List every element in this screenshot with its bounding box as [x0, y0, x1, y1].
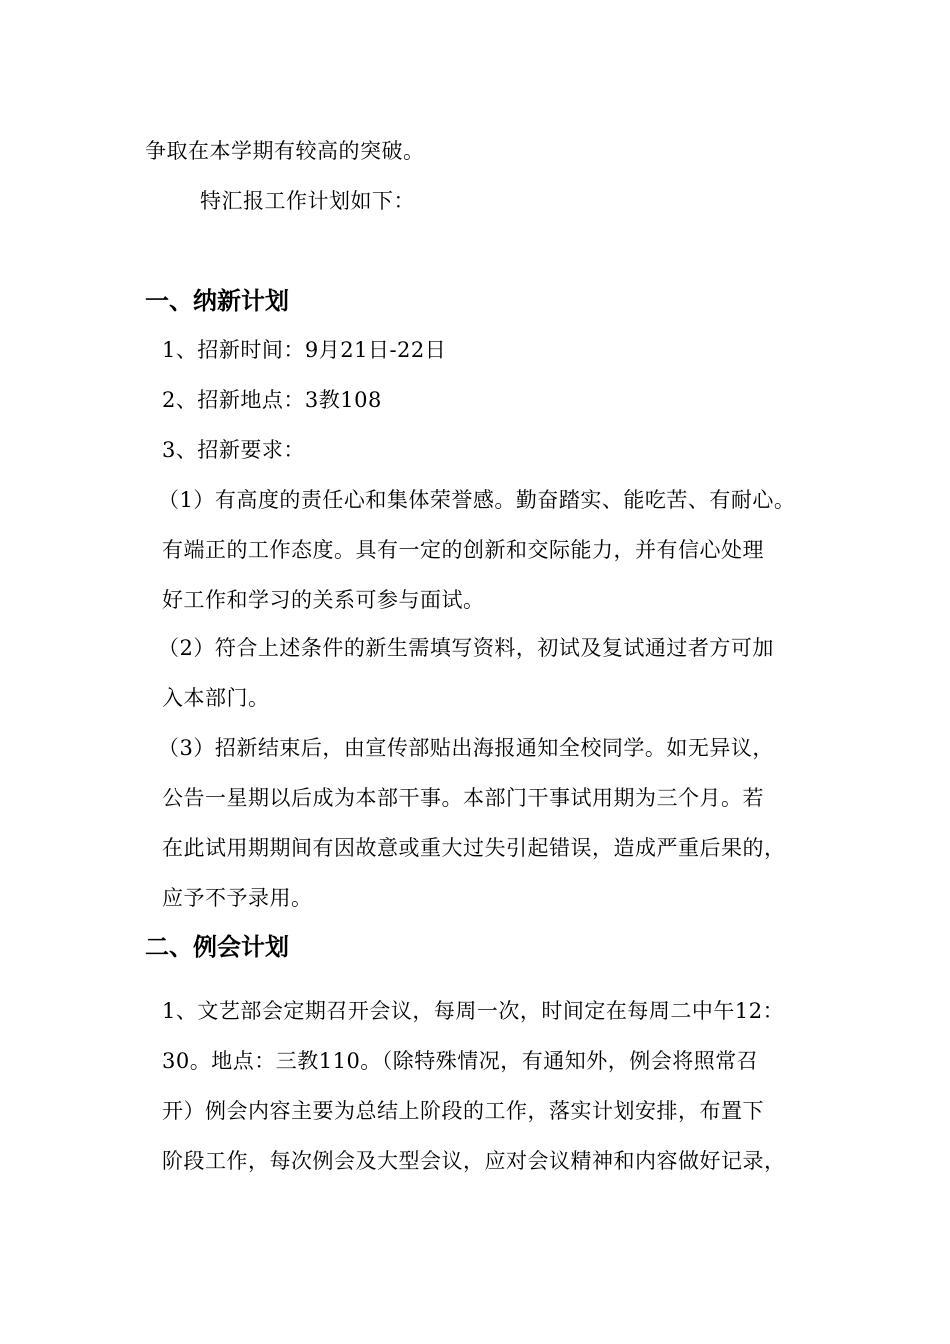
requirement-3-line-2: 公告一星期以后成为本部干事。本部门干事试用期为三个月。若: [162, 786, 764, 810]
recruit-location: 2、招新地点：3教108: [162, 388, 382, 412]
requirement-1-line-1: （1）有高度的责任心和集体荣誉感。勤奋踏实、能吃苦、有耐心。: [158, 488, 796, 512]
intro-line-1: 争取在本学期有较高的突破。: [145, 139, 425, 163]
meeting-line-2: 30。地点：三教110。（除特殊情况，有通知外，例会将照常召: [162, 1049, 759, 1073]
requirement-1-line-3: 好工作和学习的关系可参与面试。: [162, 588, 485, 612]
meeting-line-3: 开）例会内容主要为总结上阶段的工作，落实计划安排，布置下: [162, 1099, 764, 1123]
requirement-3-line-1: （3）招新结束后，由宣传部贴出海报通知全校同学。如无异议，: [158, 736, 774, 760]
requirement-3-line-3: 在此试用期期间有因故意或重大过失引起错误，造成严重后果的，: [162, 836, 786, 860]
section-heading-meetings: 二、例会计划: [145, 933, 289, 961]
requirement-2-line-1: （2）符合上述条件的新生需填写资料，初试及复试通过者方可加: [158, 636, 774, 660]
meeting-line-1: 1、文艺部会定期召开会议，每周一次，时间定在每周二中午12：: [162, 999, 785, 1023]
recruit-time: 1、招新时间：9月21日-22日: [162, 338, 447, 362]
intro-line-2: 特汇报工作计划如下：: [200, 189, 415, 213]
recruit-requirements-label: 3、招新要求：: [162, 438, 305, 462]
meeting-line-4: 阶段工作，每次例会及大型会议，应对会议精神和内容做好记录，: [162, 1149, 786, 1173]
requirement-3-line-4: 应予不予录用。: [162, 886, 313, 910]
requirement-1-line-2: 有端正的工作态度。具有一定的创新和交际能力，并有信心处理: [162, 538, 764, 562]
requirement-2-line-2: 入本部门。: [162, 686, 270, 710]
section-heading-recruitment: 一、纳新计划: [145, 287, 289, 315]
